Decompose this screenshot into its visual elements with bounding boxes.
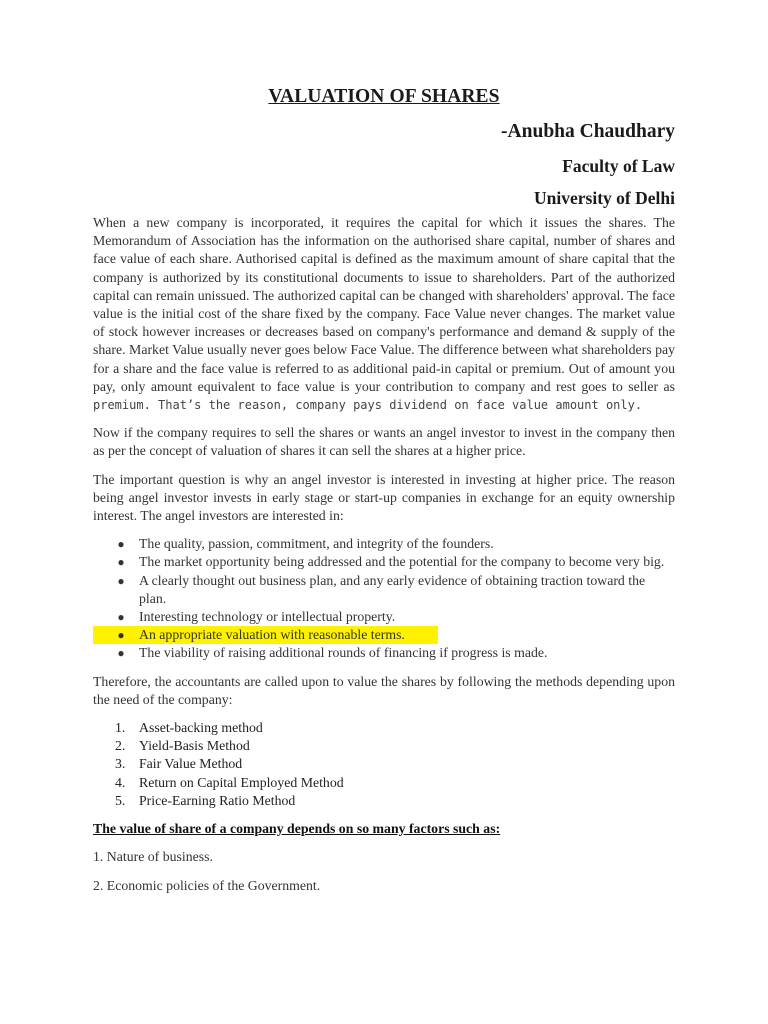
factor-item: 1. Nature of business.	[93, 849, 213, 865]
paragraph-intro	[93, 214, 675, 414]
bullet-icon: ●	[117, 537, 125, 552]
bullet-icon: ●	[117, 555, 125, 570]
list-item	[93, 737, 675, 755]
list-item-number: 3.	[115, 756, 126, 772]
list-item-text: Fair Value Method	[139, 756, 243, 772]
factors-heading: The value of share of a company depends on so many factors such as:	[93, 821, 501, 837]
paragraph-important-question: The important question is why an angel investor is interested in investing at higher price. The reason being angel investor invests in early stage or start-up companies in exchange for an equity ownership interest. The angel investors are interested in:	[93, 471, 675, 524]
list-item-text: Interesting technology or intellectual property.	[139, 609, 396, 625]
list-item-number: 1.	[115, 720, 126, 736]
list-item-text: An appropriate valuation with reasonable terms.	[139, 627, 405, 643]
list-item	[93, 774, 675, 792]
paragraph-intro-mono-text: premium. That’s the reason, company pays dividend on face value amount only.	[93, 398, 643, 413]
university-name: University of Delhi	[534, 188, 675, 208]
list-item-text: A clearly thought out business plan, and any early evidence of obtaining traction toward the plan.	[139, 572, 646, 606]
document-title: VALUATION OF SHARES	[268, 86, 500, 107]
list-item-text: Return on Capital Employed Method	[139, 774, 344, 790]
list-item	[93, 719, 675, 737]
investor-interest-list	[93, 535, 675, 662]
list-item-number: 4.	[115, 774, 126, 790]
faculty-name: Faculty of Law	[562, 156, 675, 176]
list-item	[93, 644, 675, 662]
list-item-text: The market opportunity being addressed and the potential for the company to become very big.	[139, 554, 665, 570]
paragraph-angel-investor: Now if the company requires to sell the shares or wants an angel investor to invest in the company then as per the concept of valuation of shares it can sell the shares at a higher price.	[93, 425, 675, 459]
list-item	[93, 572, 675, 608]
list-item	[93, 608, 675, 626]
list-item-highlighted	[93, 626, 675, 644]
valuation-methods-list	[93, 719, 675, 810]
document-body	[93, 214, 675, 905]
bullet-icon: ●	[117, 573, 125, 588]
list-item-text: Price-Earning Ratio Method	[139, 792, 296, 808]
list-item-text: Asset-backing method	[139, 720, 263, 736]
factor-item: 2. Economic policies of the Government.	[93, 877, 321, 893]
list-item-number: 2.	[115, 738, 126, 754]
list-item	[93, 553, 675, 571]
paragraph-intro-text: When a new company is incorporated, it requires the capital for which it issues the shares. The Memorandum of Association has the information on the authorised share capital, number of shares and face value of each share. Authorised capital is defined as the maximum amount of share capital that the company is authorized by its constitutional documents to issue to shareholders. Part of the authorized capital can remain unissued. The authorized capital can be changed with shareholders' approval. The face value is the initial cost of the share fixed by the company. Face Value never changes. The market value of stock however increases or decreases based on company's performance and demand & supply of the share. Market Value usually never goes below Face Value. The difference between what shareholders pay for a share and the face value is referred to as additional paid-in capital or premium. Out of amount you pay, only amount equivalent to face value is your contribution to company and rest goes to seller as	[93, 215, 675, 394]
bullet-icon: ●	[117, 628, 125, 643]
paragraph-methods-intro: Therefore, the accountants are called upon to value the shares by following the methods depending upon the need of the company:	[93, 673, 675, 707]
list-item	[93, 755, 675, 773]
list-item	[93, 535, 675, 553]
list-item-text: The quality, passion, commitment, and integrity of the founders.	[139, 536, 494, 552]
bullet-icon: ●	[117, 646, 125, 661]
bullet-icon: ●	[117, 610, 125, 625]
list-item-text: Yield-Basis Method	[139, 738, 250, 754]
list-item-text: The viability of raising additional rounds of financing if progress is made.	[139, 645, 548, 661]
list-item	[93, 792, 675, 810]
author-name: -Anubha Chaudhary	[501, 121, 675, 142]
list-item-number: 5.	[115, 792, 126, 808]
